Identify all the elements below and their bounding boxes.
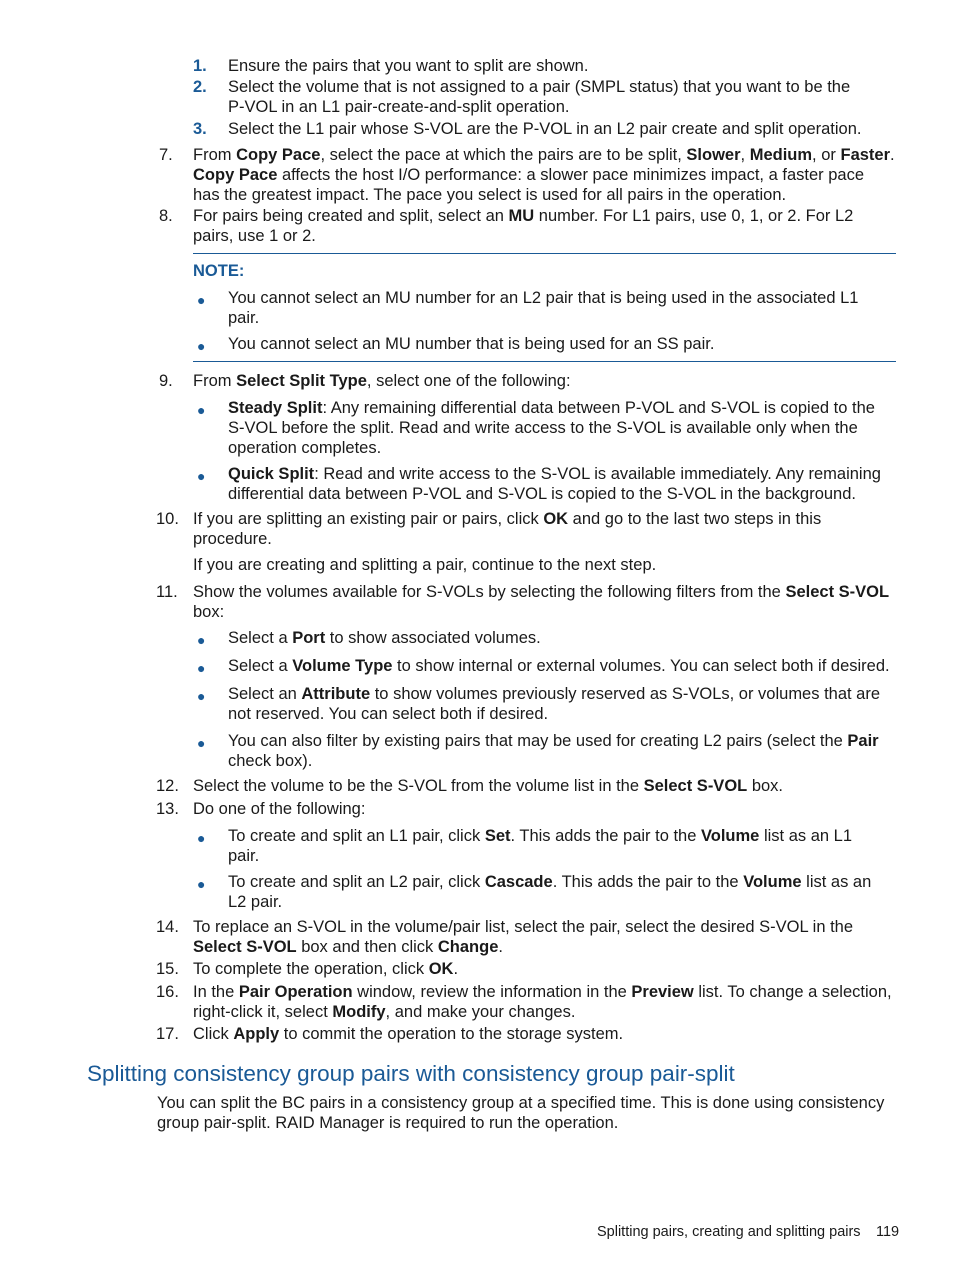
bullet-text bbox=[228, 731, 879, 751]
step-number: 2. bbox=[193, 78, 207, 96]
step-text bbox=[193, 776, 783, 796]
text-run: L2 pair. bbox=[228, 893, 283, 911]
text-run: Select a bbox=[228, 629, 293, 647]
text-run: To create and split an L2 pair, click bbox=[228, 873, 485, 891]
bold-term: Copy Pace bbox=[193, 166, 278, 184]
bold-term: OK bbox=[428, 960, 454, 978]
text-run: . This adds the pair to the bbox=[510, 827, 701, 845]
text-run: box and then click bbox=[296, 938, 438, 956]
text-run: You can also filter by existing pairs that may be used for creating L2 pairs (select the bbox=[228, 732, 848, 750]
bullet-text bbox=[228, 656, 890, 676]
text-run: Select an bbox=[228, 685, 302, 703]
text-run: , select one of the following: bbox=[366, 372, 571, 390]
step-text: If you are creating and splitting a pair, continue to the next step. bbox=[193, 556, 657, 574]
substep-text: P-VOL in an L1 pair-create-and-split operation. bbox=[228, 98, 570, 116]
note-top-rule bbox=[193, 253, 896, 254]
bullet-text bbox=[228, 684, 880, 704]
bold-term: Change bbox=[437, 938, 499, 956]
text-run: . bbox=[890, 146, 895, 164]
step-number: 12. bbox=[156, 777, 179, 795]
bold-term: Medium bbox=[749, 146, 813, 164]
step-text bbox=[193, 959, 458, 979]
note-bottom-rule bbox=[193, 361, 896, 362]
text-run: and go to the last two steps in this bbox=[568, 510, 822, 528]
text-run: pairs, use 1 or 2. bbox=[193, 227, 316, 245]
bullet-icon: ● bbox=[197, 468, 206, 484]
step-number: 3. bbox=[193, 120, 207, 138]
step-number: 11. bbox=[156, 583, 178, 601]
substep-text: Ensure the pairs that you want to split are shown. bbox=[228, 57, 589, 75]
bold-term: Preview bbox=[631, 983, 694, 1001]
text-run: From bbox=[193, 146, 237, 164]
text-run: differential data between P-VOL and S-VOL is copied to the S-VOL in the background. bbox=[228, 485, 856, 503]
step-text bbox=[193, 917, 853, 937]
bold-term: Select S-VOL bbox=[785, 583, 890, 601]
bold-term: Volume bbox=[700, 827, 760, 845]
section-paragraph: You can split the BC pairs in a consistency group at a specified time. This is done using consistency bbox=[157, 1094, 885, 1112]
text-run: to show internal or external volumes. You can select both if desired. bbox=[392, 657, 890, 675]
text-run: operation completes. bbox=[228, 439, 382, 457]
text-run: For pairs being created and split, select an bbox=[193, 207, 509, 225]
step-number: 15. bbox=[156, 960, 179, 978]
bullet-text bbox=[228, 464, 881, 484]
text-run: has the greatest impact. The pace you select is used for all pairs in the operation. bbox=[193, 186, 787, 204]
step-text bbox=[193, 602, 224, 622]
bold-term: Apply bbox=[233, 1025, 280, 1043]
substep-text: Select the L1 pair whose S-VOL are the P-VOL in an L2 pair create and split operation. bbox=[228, 120, 862, 138]
bold-term: Volume bbox=[743, 873, 802, 891]
text-run: pair. bbox=[228, 847, 260, 865]
bold-term: Faster bbox=[840, 146, 891, 164]
bold-term: Slower bbox=[686, 146, 741, 164]
bullet-text bbox=[228, 484, 856, 504]
step-text bbox=[193, 799, 365, 819]
bullet-icon: ● bbox=[197, 632, 206, 648]
bullet-icon: ● bbox=[197, 660, 206, 676]
step-text bbox=[193, 529, 272, 549]
text-run: box: bbox=[193, 603, 225, 621]
bullet-text bbox=[228, 398, 875, 418]
bullet-text bbox=[228, 418, 858, 438]
bullet-text bbox=[228, 826, 852, 846]
text-run: In the bbox=[193, 983, 239, 1001]
bold-term: Pair bbox=[847, 732, 879, 750]
text-run: procedure. bbox=[193, 530, 272, 548]
note-label: NOTE: bbox=[193, 262, 245, 280]
text-run: To create and split an L1 pair, click bbox=[228, 827, 485, 845]
step-number: 1. bbox=[193, 57, 207, 75]
text-run: , or bbox=[812, 146, 841, 164]
bullet-text bbox=[228, 438, 381, 458]
bold-term: Pair Operation bbox=[238, 983, 353, 1001]
step-text bbox=[193, 185, 786, 205]
step-text bbox=[193, 982, 892, 1002]
bullet-icon: ● bbox=[197, 402, 206, 418]
bullet-text bbox=[228, 704, 548, 724]
step-number: 17. bbox=[156, 1025, 179, 1043]
text-run: Do one of the following: bbox=[193, 800, 366, 818]
note-item-text: pair. bbox=[228, 309, 260, 327]
bold-term: Cascade bbox=[484, 873, 553, 891]
step-text bbox=[193, 1024, 623, 1044]
step-number: 9. bbox=[159, 372, 173, 390]
bullet-text bbox=[228, 628, 541, 648]
text-run: check box). bbox=[228, 752, 313, 770]
text-run: list. To change a selection, bbox=[693, 983, 892, 1001]
text-run: To replace an S-VOL in the volume/pair list, select the pair, select the desired S-VOL in the bbox=[193, 918, 854, 936]
text-run: to show volumes previously reserved as S-VOLs, or volumes that are bbox=[370, 685, 881, 703]
text-run: : Read and write access to the S-VOL is available immediately. Any remaining bbox=[314, 465, 881, 483]
bullet-icon: ● bbox=[197, 735, 206, 751]
bold-term: Steady Split bbox=[228, 399, 323, 417]
bullet-text bbox=[228, 846, 259, 866]
bullet-text bbox=[228, 872, 871, 892]
text-run: . bbox=[453, 960, 459, 978]
bold-term: Port bbox=[292, 629, 326, 647]
step-text bbox=[193, 165, 864, 185]
text-run: to commit the operation to the storage system. bbox=[279, 1025, 624, 1043]
bold-term: Select S-VOL bbox=[193, 938, 297, 956]
bullet-text bbox=[228, 751, 312, 771]
text-run: Select a bbox=[228, 657, 293, 675]
bold-term: Quick Split bbox=[228, 465, 315, 483]
section-heading: Splitting consistency group pairs with consistency group pair-split bbox=[87, 1061, 735, 1086]
bold-term: Set bbox=[484, 827, 511, 845]
text-run: Select the volume to be the S-VOL from the volume list in the bbox=[193, 777, 644, 795]
step-text bbox=[193, 582, 889, 602]
note-item-text: You cannot select an MU number that is being used for an SS pair. bbox=[228, 335, 715, 353]
step-text bbox=[193, 371, 571, 391]
text-run: list as an L1 bbox=[759, 827, 852, 845]
step-number: 16. bbox=[156, 983, 179, 1001]
step-text bbox=[193, 145, 895, 165]
text-run: . This adds the pair to the bbox=[552, 873, 744, 891]
bullet-icon: ● bbox=[197, 830, 206, 846]
step-number: 13. bbox=[156, 800, 179, 818]
text-run: Show the volumes available for S-VOLs by selecting the following filters from the bbox=[193, 583, 786, 601]
text-run: : Any remaining differential data between P-VOL and S-VOL is copied to the bbox=[322, 399, 875, 417]
step-text bbox=[193, 226, 316, 246]
note-item-text: You cannot select an MU number for an L2 pair that is being used in the associated L1 bbox=[228, 289, 859, 307]
text-run: not reserved. You can select both if desired. bbox=[228, 705, 549, 723]
bold-term: Volume Type bbox=[292, 657, 393, 675]
step-number: 10. bbox=[156, 510, 179, 528]
text-run: window, review the information in the bbox=[352, 983, 632, 1001]
bold-term: Copy Pace bbox=[236, 146, 321, 164]
step-text bbox=[193, 206, 853, 226]
text-run: right-click it, select bbox=[193, 1003, 333, 1021]
text-run: , bbox=[740, 146, 750, 164]
bullet-icon: ● bbox=[197, 876, 206, 892]
bold-term: Select Split Type bbox=[236, 372, 367, 390]
text-run: to show associated volumes. bbox=[325, 629, 541, 647]
text-run: S-VOL before the split. Read and write access to the S-VOL is available only when the bbox=[228, 419, 858, 437]
text-run: . bbox=[498, 938, 503, 956]
text-run: list as an bbox=[801, 873, 872, 891]
bullet-icon: ● bbox=[197, 338, 206, 354]
bold-term: MU bbox=[508, 207, 535, 225]
text-run: Click bbox=[193, 1025, 234, 1043]
bold-term: OK bbox=[543, 510, 569, 528]
bold-term: Modify bbox=[332, 1003, 386, 1021]
text-run: affects the host I/O performance: a slower pace minimizes impact, a faster pace bbox=[277, 166, 864, 184]
text-run: , select the pace at which the pairs are to be split, bbox=[320, 146, 687, 164]
page-number: 119 bbox=[876, 1224, 900, 1240]
text-run: If you are splitting an existing pair or pairs, click bbox=[193, 510, 544, 528]
bullet-text bbox=[228, 892, 282, 912]
step-text bbox=[193, 1002, 575, 1022]
section-paragraph: group pair-split. RAID Manager is required to run the operation. bbox=[157, 1114, 619, 1132]
text-run: box. bbox=[747, 777, 784, 795]
text-run: , and make your changes. bbox=[385, 1003, 576, 1021]
step-text bbox=[193, 509, 821, 529]
bold-term: Select S-VOL bbox=[643, 777, 748, 795]
step-number: 7. bbox=[159, 146, 173, 164]
step-text bbox=[193, 937, 503, 957]
step-number: 8. bbox=[159, 207, 173, 225]
text-run: To complete the operation, click bbox=[193, 960, 429, 978]
text-run: number. For L1 pairs, use 0, 1, or 2. For L2 bbox=[534, 207, 854, 225]
footer-title: Splitting pairs, creating and splitting pairs bbox=[597, 1224, 861, 1240]
bullet-icon: ● bbox=[197, 688, 206, 704]
substep-text: Select the volume that is not assigned to a pair (SMPL status) that you want to be the bbox=[228, 78, 851, 96]
bold-term: Attribute bbox=[301, 685, 371, 703]
bullet-icon: ● bbox=[197, 292, 206, 308]
step-number: 14. bbox=[156, 918, 179, 936]
text-run: From bbox=[193, 372, 237, 390]
